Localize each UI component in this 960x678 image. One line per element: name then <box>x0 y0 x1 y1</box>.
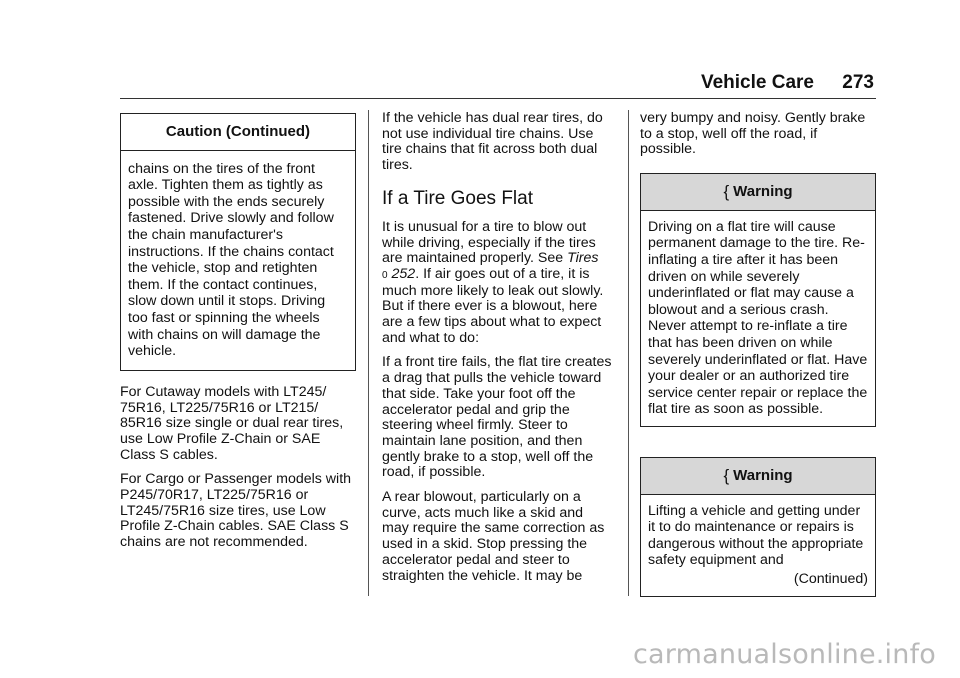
paragraph: A rear blowout, particularly on a curve, acts much like a skid and may require the same correction as used in a skid. Stop pressing the accelerator pedal and steer to straighten the vehicle. It may be <box>382 489 605 584</box>
cross-reference-page[interactable]: 252 <box>391 265 416 282</box>
warning-title: Warning <box>733 466 793 484</box>
column-right <box>640 111 876 597</box>
warning-text: Driving on a flat tire will cause permanent damage to the tire. Re-inflating a tire after it has been driven on while severely underinflated or flat may cause a blowout and a serious crash. Never attempt to re-inflate a tire that has been driven on while severely underinflated or flat. Have your dealer or an authorized tire service center repair or replace the flat tire as soon as possible. <box>648 218 868 418</box>
section-title: Vehicle Care <box>700 72 814 93</box>
warning-header <box>641 174 875 211</box>
warning-header <box>641 458 875 495</box>
section-heading: If a Tire Goes Flat <box>382 187 533 209</box>
warning-title: Warning <box>733 183 793 201</box>
warning-text: Lifting a vehicle and getting under it to do maintenance or repairs is dangerous without the appropriate safety equipment and <box>648 502 864 569</box>
paragraph: If the vehicle has dual rear tires, do not use individual tire chains. Use tire chains that fit across both dual tires. <box>382 110 603 174</box>
warning-box <box>640 173 876 427</box>
column-left <box>120 113 356 560</box>
caution-box <box>120 113 356 371</box>
header-divider <box>120 98 876 99</box>
column-middle <box>382 111 612 593</box>
caution-title: Caution (Continued) <box>121 114 355 151</box>
paragraph-text: It is unusual for a tire to blow out while driving, especially if the tires are maintained properly. See <box>382 218 596 267</box>
paragraph: For Cargo or Passenger models with P245/70R17, LT225/75R16 or LT245/75R16 size tires, use Low Profile Z-Chain cables. SAE Class S chains are not recommended. <box>120 471 352 551</box>
cross-reference-link[interactable]: Tires <box>567 250 599 267</box>
column-divider <box>368 110 369 596</box>
caution-text: chains on the tires of the front axle. Tighten them as tightly as possible with the ends securely fastened. Drive slowly and follow the chain manufacturer's instructions. If the chains contact the vehicle, stop and retighten them. If the contact continues, slow down until it stops. Driving too fast or spinning the wheels with chains on will damage the vehicle. <box>128 160 334 360</box>
warning-icon: { <box>723 465 730 485</box>
warning-icon: { <box>723 182 730 202</box>
paragraph <box>382 220 612 347</box>
column-divider <box>628 110 629 596</box>
warning-box <box>640 457 876 597</box>
paragraph: For Cutaway models with LT245/ 75R16, LT225/75R16 or LT215/ 85R16 size single or dual rear tires, use Low Profile Z-Chain or SAE Class S cables. <box>120 383 344 463</box>
watermark: carmanualsonline.info <box>633 639 936 670</box>
paragraph: If a front tire fails, the flat tire creates a drag that pulls the vehicle toward that side. Take your foot off the accelerator pedal and grip the steering wheel firmly. Steer to maintain lane position, and then gently brake to a stop, well off the road, if possible. <box>382 354 612 481</box>
page-number: 273 <box>842 72 874 93</box>
continued-label: (Continued) <box>793 571 868 588</box>
warning-body <box>641 495 875 596</box>
paragraph-text: . If air goes out of a tire, it is much more likely to leak out slowly. But if there ever is a blowout, here are a few tips about what to expect and what to do: <box>382 265 604 346</box>
paragraph: very bumpy and noisy. Gently brake to a stop, well off the road, if possible. <box>640 110 866 158</box>
page-ref-arrow-icon: 0 <box>382 269 388 281</box>
